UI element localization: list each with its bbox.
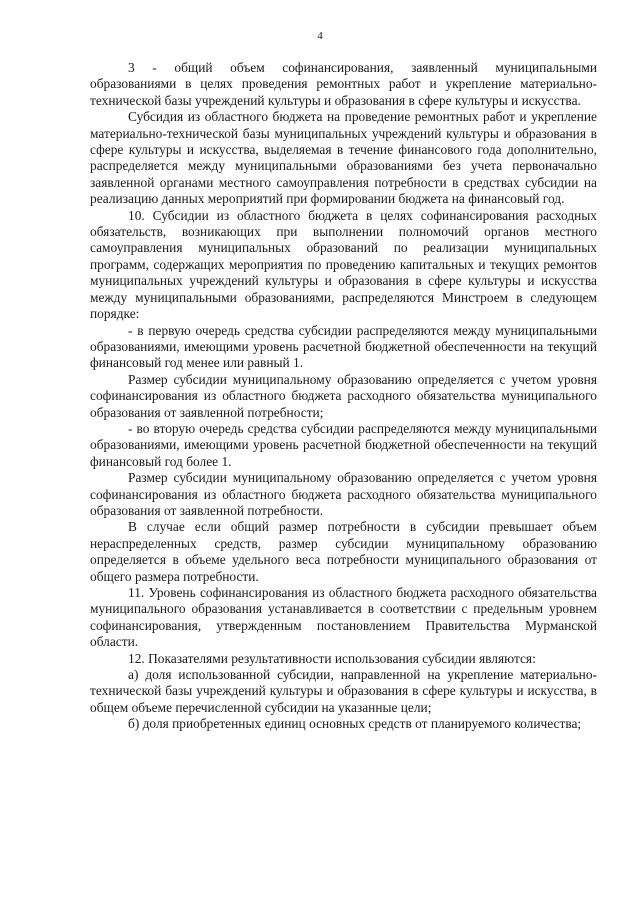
- paragraph-section-12: 12. Показателями результативности использования субсидии являются:: [128, 650, 536, 666]
- paragraph-indicator-b: б) доля приобретенных единиц основных средств от планируемого количества;: [128, 716, 582, 732]
- paragraph-second-priority: - во вторую очередь средства субсидии распределяются между муниципальными образованиями, имеющими уровень расчетной бюджетной обеспеченности на текущий финансовый год более 1.: [90, 420, 597, 469]
- paragraph-additional-subsidy: Субсидия из областного бюджета на проведение ремонтных работ и укрепление материально-технической базы муниципальных учреждений культуры и образования в сфере культуры и искусства, выделяемая в течение финансового года дополнительно, распределяется между муниципальными образованиями без учета первоначально заявленной органами местного самоуправления потребности в средствах субсидии на реализацию данных мероприятий при формировании бюджета на финансовый год.: [90, 109, 597, 207]
- paragraph-subsidy-size-second: Размер субсидии муниципальному образованию определяется с учетом уровня софинансирования из областного бюджета расходного обязательства муниципального образования от заявленной потребности.: [90, 470, 597, 518]
- page-number: 4: [317, 30, 323, 42]
- document-body: [90, 60, 597, 733]
- paragraph-subsidy-size-first: Размер субсидии муниципальному образованию определяется с учетом уровня софинансирования из областного бюджета расходного обязательства муниципального образования от заявленной потребности;: [90, 371, 597, 420]
- paragraph-first-priority: - в первую очередь средства субсидии распределяются между муниципальными образованиями, имеющими уровень расчетной бюджетной обеспеченности на текущий финансовый год менее или равный 1.: [90, 322, 597, 371]
- paragraph-item-3-total-cofinancing: 3 - общий объем софинансирования, заявленный муниципальными образованиями в целях проведения ремонтных работ и укрепление материально-технической базы учреждений культуры и образования в сфере культуры и искусства.: [90, 60, 597, 108]
- paragraph-section-10: 10. Субсидии из областного бюджета в целях софинансирования расходных обязательств, возникающих при выполнении полномочий органов местного самоуправления муниципальных образований по реализации муниципальных программ, содержащих мероприятия по проведению капитальных и текущих ремонтов муниципальных учреждений культуры и образования в сфере культуры и искусства между муниципальными образованиями, распределяются Минстроем в следующем порядке:: [90, 207, 597, 322]
- paragraph-section-11: 11. Уровень софинансирования из областного бюджета расходного обязательства муниципального образования устанавливается в соответствии с предельным уровнем софинансирования, утвержденным постановлением Правительства Мурманской области.: [90, 585, 597, 650]
- paragraph-indicator-a: а) доля использованной субсидии, направленной на укрепление материально-технической базы учреждений культуры и образования в сфере культуры и искусства, в общем объеме перечисленной субсидии на указанные цели;: [90, 667, 597, 715]
- paragraph-exceeds-funds: В случае если общий размер потребности в субсидии превышает объем нераспределенных средств, размер субсидии муниципальному образованию определяется в объеме удельного веса потребности муниципального образования от общего размера потребности.: [90, 519, 597, 584]
